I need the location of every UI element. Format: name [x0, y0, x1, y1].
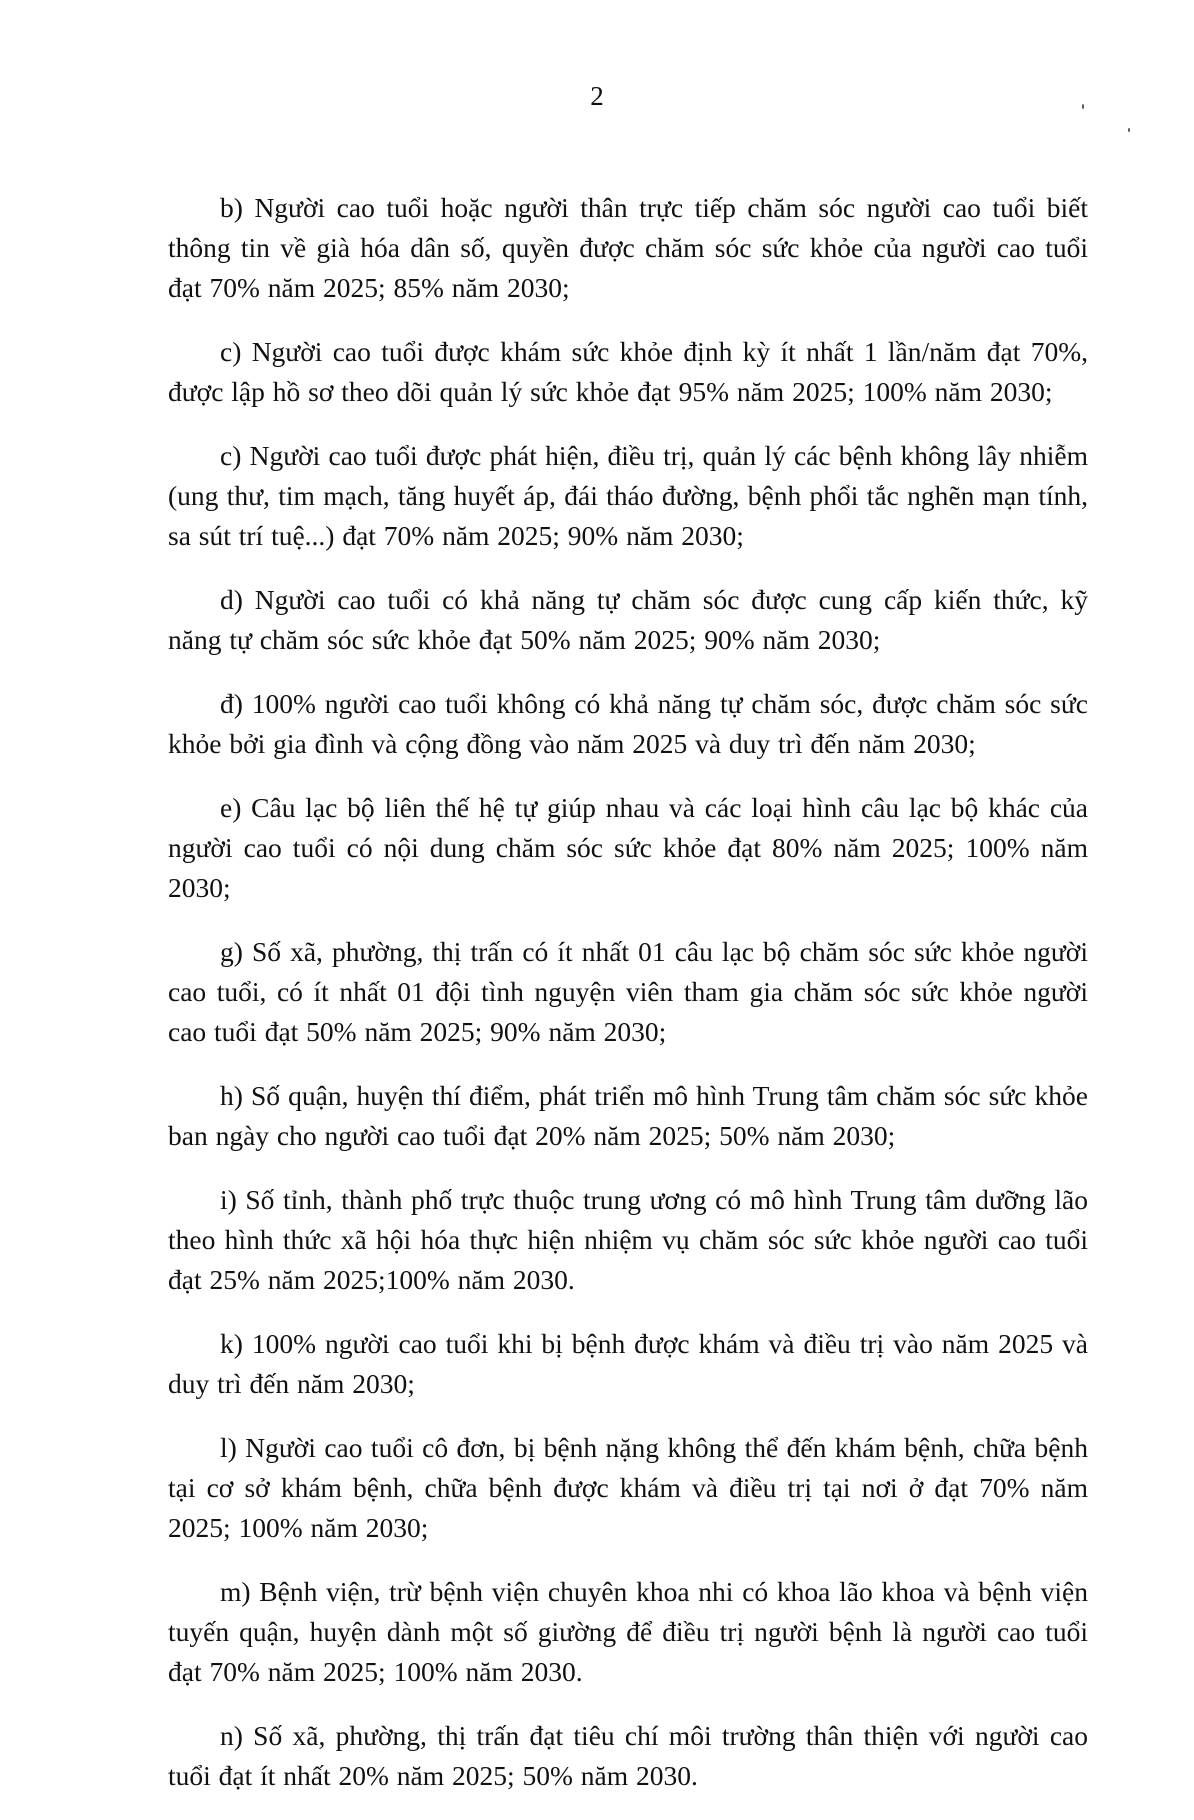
target-item-g: g) Số xã, phường, thị trấn có ít nhất 01 câu lạc bộ chăm sóc sức khỏe người cao tuổi, có ít nhất 01 đội tình nguyện viên tham gia chăm sóc sức khỏe người cao tuổi đạt 50% năm 2025; 90% năm 2030; [168, 936, 1088, 1047]
target-item-i: i) Số tỉnh, thành phố trực thuộc trung ương có mô hình Trung tâm dưỡng lão theo hình thức xã hội hóa thực hiện nhiệm vụ chăm sóc sức khỏe người cao tuổi đạt 25% năm 2025;100% năm 2030. [168, 1184, 1088, 1295]
target-item-h: h) Số quận, huyện thí điểm, phát triển mô hình Trung tâm chăm sóc sức khỏe ban ngày cho người cao tuổi đạt 20% năm 2025; 50% năm 2030; [168, 1080, 1088, 1151]
scan-speck [1128, 128, 1130, 132]
target-item-b: b) Người cao tuổi hoặc người thân trực tiếp chăm sóc người cao tuổi biết thông tin về già hóa dân số, quyền được chăm sóc sức khỏe của người cao tuổi đạt 70% năm 2025; 85% năm 2030; [168, 192, 1088, 303]
target-item-c-checkup: c) Người cao tuổi được khám sức khỏe định kỳ ít nhất 1 lần/năm đạt 70%, được lập hồ sơ theo dõi quản lý sức khỏe đạt 95% năm 2025; 100% năm 2030; [168, 336, 1088, 407]
target-item-c-ncd: c) Người cao tuổi được phát hiện, điều trị, quản lý các bệnh không lây nhiễm (ung thư, tim mạch, tăng huyết áp, đái tháo đường, bệnh phổi tắc nghẽn mạn tính, sa sút trí tuệ...) đạt 70% năm 2025; 90% năm 2030; [168, 440, 1088, 551]
target-item-dd: đ) 100% người cao tuổi không có khả năng tự chăm sóc, được chăm sóc sức khỏe bởi gia đình và cộng đồng vào năm 2025 và duy trì đến năm 2030; [168, 688, 1088, 759]
document-body [168, 188, 1088, 1820]
target-item-m: m) Bệnh viện, trừ bệnh viện chuyên khoa nhi có khoa lão khoa và bệnh viện tuyến quận, huyện dành một số giường để điều trị người bệnh là người cao tuổi đạt 70% năm 2025; 100% năm 2030. [168, 1576, 1088, 1687]
target-item-n: n) Số xã, phường, thị trấn đạt tiêu chí môi trường thân thiện với người cao tuổi đạt ít nhất 20% năm 2025; 50% năm 2030. [168, 1720, 1088, 1791]
target-item-d: d) Người cao tuổi có khả năng tự chăm sóc được cung cấp kiến thức, kỹ năng tự chăm sóc sức khỏe đạt 50% năm 2025; 90% năm 2030; [168, 584, 1088, 655]
target-item-e: e) Câu lạc bộ liên thế hệ tự giúp nhau và các loại hình câu lạc bộ khác của người cao tuổi có nội dung chăm sóc sức khỏe đạt 80% năm 2025; 100% năm 2030; [168, 792, 1088, 903]
target-item-l: l) Người cao tuổi cô đơn, bị bệnh nặng không thể đến khám bệnh, chữa bệnh tại cơ sở khám bệnh, chữa bệnh được khám và điều trị tại nơi ở đạt 70% năm 2025; 100% năm 2030; [168, 1432, 1088, 1543]
page-number: 2 [590, 81, 604, 111]
target-item-k: k) 100% người cao tuổi khi bị bệnh được khám và điều trị vào năm 2025 và duy trì đến năm 2030; [168, 1328, 1088, 1399]
scan-speck [1082, 104, 1084, 109]
